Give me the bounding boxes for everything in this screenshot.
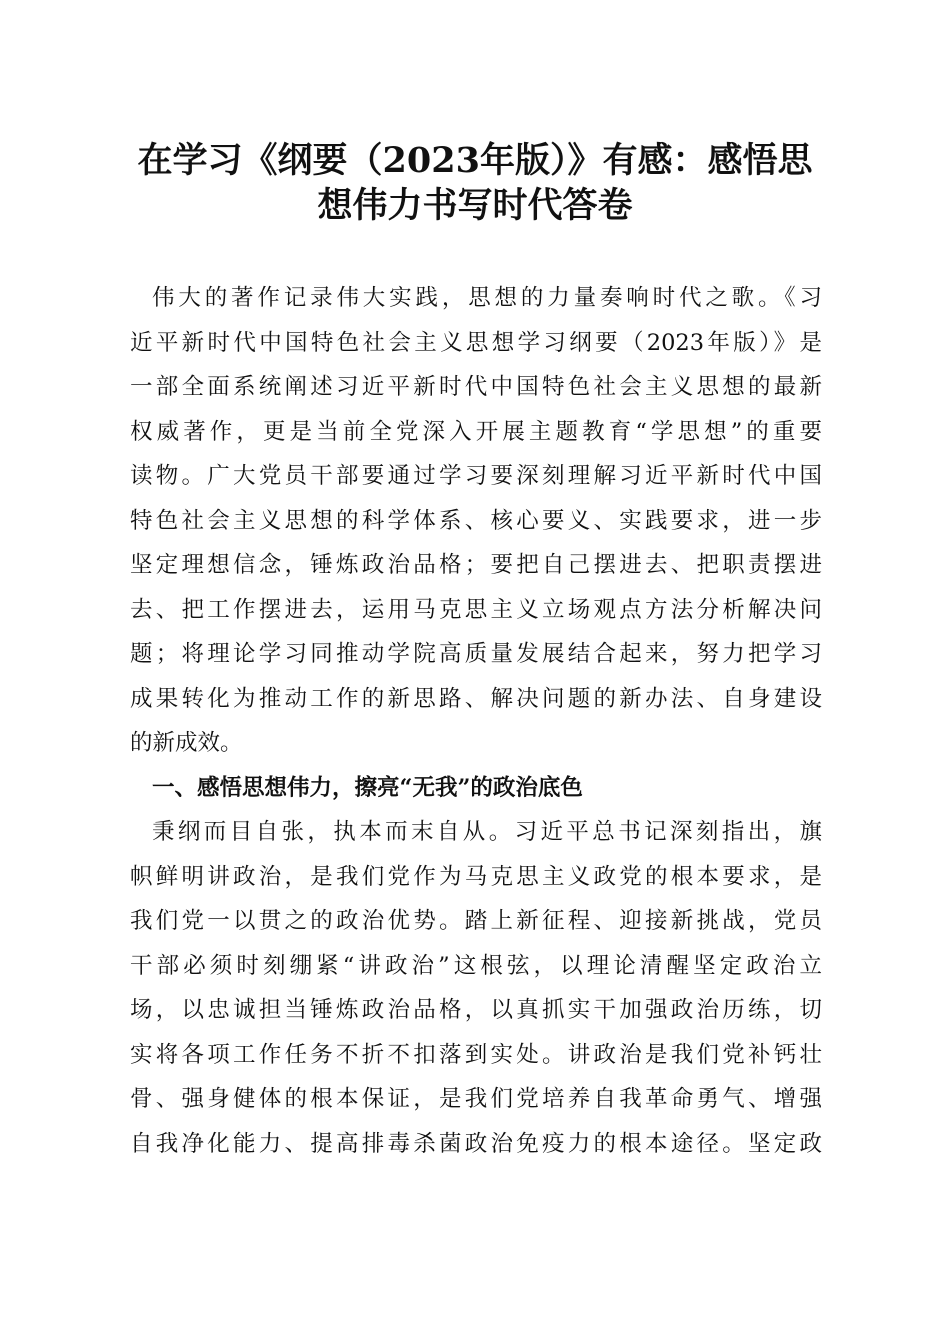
text-line: 实将各项工作任务不折不扣落到实处。讲政治是我们党补钙壮 bbox=[130, 1041, 822, 1068]
text-line: 读物。广大党员干部要通过学习要深刻理解习近平新时代中国 bbox=[130, 463, 822, 489]
text-line: 场，以忠诚担当锤炼政治品格，以真抓实干加强政治历练，切 bbox=[130, 997, 822, 1023]
text-line: 近平新时代中国特色社会主义思想学习纲要（2023年版）》是 bbox=[130, 329, 822, 356]
text-line: 题；将理论学习同推动学院高质量发展结合起来，努力把学习 bbox=[130, 641, 822, 667]
title-line: 在学习《纲要（2023年版）》有感：感悟思 bbox=[137, 140, 813, 181]
text-line: 自我净化能力、提高排毒杀菌政治免疫力的根本途径。坚定政 bbox=[130, 1130, 822, 1157]
paragraph-intro bbox=[130, 278, 822, 768]
document-body bbox=[130, 278, 822, 1168]
text-line: 坚定理想信念，锤炼政治品格；要把自己摆进去、把职责摆进 bbox=[130, 552, 822, 578]
paragraph-section-1 bbox=[130, 812, 822, 1168]
text-line: 的新成效。 bbox=[130, 730, 243, 756]
text-line: 一部全面系统阐述习近平新时代中国特色社会主义思想的最新 bbox=[130, 374, 822, 400]
text-line: 我们党一以贯之的政治优势。踏上新征程、迎接新挑战，党员 bbox=[130, 908, 822, 934]
text-line: 去、把工作摆进去，运用马克思主义立场观点方法分析解决问 bbox=[130, 596, 822, 623]
title-line: 想伟力书写时代答卷 bbox=[317, 185, 633, 226]
text-line: 权威著作，更是当前全党深入开展主题教育“学思想”的重要 bbox=[130, 418, 822, 445]
text-line: 特色社会主义思想的科学体系、核心要义、实践要求，进一步 bbox=[130, 507, 822, 534]
text-line: 伟大的著作记录伟大实践，思想的力量奏响时代之歌。《习 bbox=[152, 285, 822, 311]
text-line: 帜鲜明讲政治，是我们党作为马克思主义政党的根本要求，是 bbox=[130, 863, 822, 890]
text-line: 成果转化为推动工作的新思路、解决问题的新办法、自身建设 bbox=[130, 685, 822, 712]
document-title bbox=[120, 138, 830, 228]
text-line: 干部必须时刻绷紧“讲政治”这根弦，以理论清醒坚定政治立 bbox=[130, 952, 822, 979]
text-line: 骨、强身健体的根本保证，是我们党培养自我革命勇气、增强 bbox=[130, 1086, 822, 1112]
text-line: 秉纲而目自张，执本而末自从。习近平总书记深刻指出，旗 bbox=[152, 819, 822, 845]
section-heading: 一、感悟思想伟力，擦亮“无我”的政治底色 bbox=[152, 774, 583, 801]
